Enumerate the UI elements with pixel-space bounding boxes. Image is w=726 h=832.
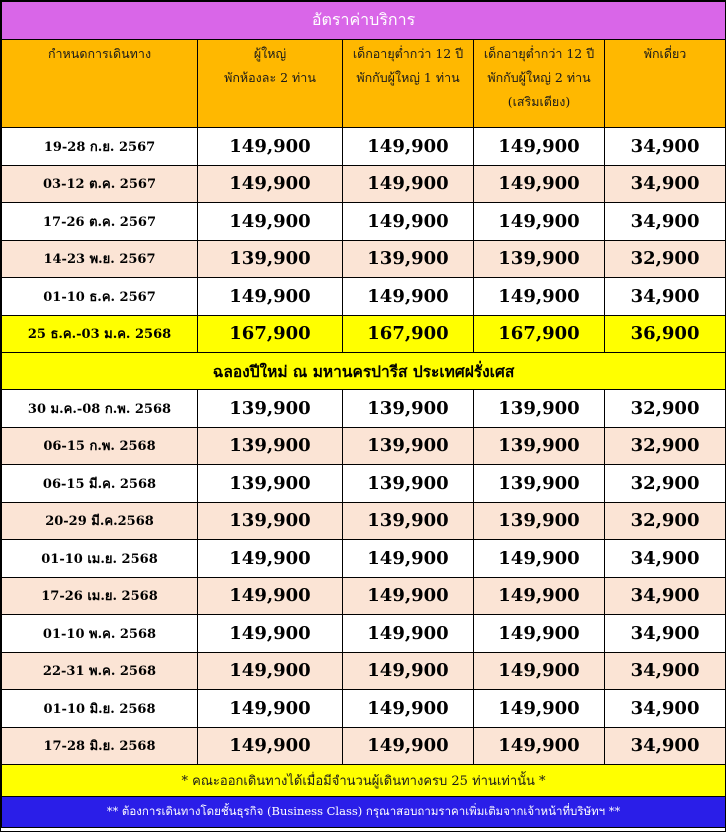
single-price-cell: 34,900 xyxy=(605,652,726,690)
adult-price-cell: 139,900 xyxy=(198,465,343,503)
adult-price-cell: 139,900 xyxy=(198,390,343,428)
table-row xyxy=(2,390,726,428)
child-extra-bed-price-cell: 149,900 xyxy=(474,615,605,653)
date-cell: 01-10 ธ.ค. 2567 xyxy=(2,278,198,316)
adult-price-cell: 139,900 xyxy=(198,502,343,540)
date-cell: 17-26 เม.ย. 2568 xyxy=(2,577,198,615)
child-extra-bed-price-cell: 149,900 xyxy=(474,577,605,615)
new-year-banner: ฉลองปีใหม่ ณ มหานครปารีส ประเทศฝรั่งเศส xyxy=(2,353,726,390)
adult-price-cell: 149,900 xyxy=(198,652,343,690)
adult-price-cell: 149,900 xyxy=(198,615,343,653)
child-extra-bed-price-cell: 139,900 xyxy=(474,240,605,278)
child-one-adult-price-cell: 149,900 xyxy=(343,540,474,578)
single-price-cell: 34,900 xyxy=(605,203,726,241)
single-price-cell: 34,900 xyxy=(605,165,726,203)
child-extra-bed-price-cell: 139,900 xyxy=(474,502,605,540)
header-dates: กำหนดการเดินทาง xyxy=(2,40,198,128)
single-price-cell: 36,900 xyxy=(605,315,726,353)
new-year-banner-row xyxy=(2,353,726,390)
child-extra-bed-price-cell: 149,900 xyxy=(474,690,605,728)
adult-price-cell: 149,900 xyxy=(198,278,343,316)
single-price-cell: 34,900 xyxy=(605,727,726,765)
adult-price-cell: 149,900 xyxy=(198,577,343,615)
child-extra-bed-price-cell: 139,900 xyxy=(474,427,605,465)
date-cell: 25 ธ.ค.-03 ม.ค. 2568 xyxy=(2,315,198,353)
child-one-adult-price-cell: 167,900 xyxy=(343,315,474,353)
child-one-adult-price-cell: 149,900 xyxy=(343,203,474,241)
date-cell: 01-10 มิ.ย. 2568 xyxy=(2,690,198,728)
child-one-adult-price-cell: 149,900 xyxy=(343,727,474,765)
header-row xyxy=(2,40,726,128)
child-one-adult-price-cell: 139,900 xyxy=(343,240,474,278)
single-price-cell: 32,900 xyxy=(605,427,726,465)
adult-price-cell: 139,900 xyxy=(198,240,343,278)
date-cell: 14-23 พ.ย. 2567 xyxy=(2,240,198,278)
child-extra-bed-price-cell: 167,900 xyxy=(474,315,605,353)
single-price-cell: 32,900 xyxy=(605,240,726,278)
table-row xyxy=(2,502,726,540)
minimum-group-note: * คณะออกเดินทางได้เมื่อมีจำนวนผู้เดินทางครบ 25 ท่านเท่านั้น * xyxy=(2,765,726,797)
table-row xyxy=(2,615,726,653)
child-extra-bed-price-cell: 139,900 xyxy=(474,390,605,428)
table-title: อัตราค่าบริการ xyxy=(2,2,726,40)
date-cell: 06-15 มี.ค. 2568 xyxy=(2,465,198,503)
date-cell: 17-26 ต.ค. 2567 xyxy=(2,203,198,241)
child-one-adult-price-cell: 149,900 xyxy=(343,690,474,728)
child-one-adult-price-cell: 139,900 xyxy=(343,465,474,503)
child-extra-bed-price-cell: 149,900 xyxy=(474,278,605,316)
table-row xyxy=(2,427,726,465)
note-row xyxy=(2,765,726,797)
single-price-cell: 34,900 xyxy=(605,615,726,653)
child-one-adult-price-cell: 149,900 xyxy=(343,128,474,166)
child-extra-bed-price-cell: 139,900 xyxy=(474,465,605,503)
single-price-cell: 34,900 xyxy=(605,128,726,166)
single-price-cell: 34,900 xyxy=(605,690,726,728)
adult-price-cell: 149,900 xyxy=(198,203,343,241)
date-cell: 17-28 มิ.ย. 2568 xyxy=(2,727,198,765)
child-one-adult-price-cell: 149,900 xyxy=(343,278,474,316)
table-row xyxy=(2,577,726,615)
child-one-adult-price-cell: 139,900 xyxy=(343,502,474,540)
date-cell: 03-12 ต.ค. 2567 xyxy=(2,165,198,203)
child-one-adult-price-cell: 149,900 xyxy=(343,165,474,203)
child-one-adult-price-cell: 139,900 xyxy=(343,427,474,465)
adult-price-cell: 149,900 xyxy=(198,165,343,203)
child-extra-bed-price-cell: 149,900 xyxy=(474,727,605,765)
adult-price-cell: 149,900 xyxy=(198,727,343,765)
table-row xyxy=(2,203,726,241)
single-price-cell: 34,900 xyxy=(605,577,726,615)
single-price-cell: 34,900 xyxy=(605,540,726,578)
header-child-with-one-adult: เด็กอายุต่ำกว่า 12 ปี พักกับผู้ใหญ่ 1 ท่าน xyxy=(343,40,474,128)
child-one-adult-price-cell: 149,900 xyxy=(343,652,474,690)
table-row xyxy=(2,278,726,316)
child-one-adult-price-cell: 149,900 xyxy=(343,615,474,653)
price-table xyxy=(1,1,726,828)
header-adult: ผู้ใหญ่ พักห้องละ 2 ท่าน xyxy=(198,40,343,128)
adult-price-cell: 149,900 xyxy=(198,128,343,166)
table-row xyxy=(2,540,726,578)
child-extra-bed-price-cell: 149,900 xyxy=(474,165,605,203)
date-cell: 01-10 พ.ค. 2568 xyxy=(2,615,198,653)
table-row xyxy=(2,315,726,353)
date-cell: 20-29 มี.ค.2568 xyxy=(2,502,198,540)
date-cell: 30 ม.ค.-08 ก.พ. 2568 xyxy=(2,390,198,428)
table-row xyxy=(2,727,726,765)
adult-price-cell: 139,900 xyxy=(198,427,343,465)
single-price-cell: 34,900 xyxy=(605,278,726,316)
footer-row xyxy=(2,797,726,828)
single-price-cell: 32,900 xyxy=(605,465,726,503)
business-class-note: ** ต้องการเดินทางโดยชั้นธุรกิจ (Business Class) กรุณาสอบถามราคาเพิ่มเติมจากเจ้าหน้าที่บริษัทฯ ** xyxy=(2,797,726,828)
table-row xyxy=(2,465,726,503)
adult-price-cell: 149,900 xyxy=(198,540,343,578)
child-one-adult-price-cell: 149,900 xyxy=(343,577,474,615)
date-cell: 06-15 ก.พ. 2568 xyxy=(2,427,198,465)
single-price-cell: 32,900 xyxy=(605,502,726,540)
child-extra-bed-price-cell: 149,900 xyxy=(474,652,605,690)
table-row xyxy=(2,128,726,166)
table-row xyxy=(2,690,726,728)
child-extra-bed-price-cell: 149,900 xyxy=(474,128,605,166)
date-cell: 22-31 พ.ค. 2568 xyxy=(2,652,198,690)
date-cell: 19-28 ก.ย. 2567 xyxy=(2,128,198,166)
adult-price-cell: 149,900 xyxy=(198,690,343,728)
child-one-adult-price-cell: 139,900 xyxy=(343,390,474,428)
child-extra-bed-price-cell: 149,900 xyxy=(474,540,605,578)
table-row xyxy=(2,165,726,203)
header-single: พักเดี่ยว xyxy=(605,40,726,128)
header-child-extra-bed: เด็กอายุต่ำกว่า 12 ปี พักกับผู้ใหญ่ 2 ท่าน (เสริมเตียง) xyxy=(474,40,605,128)
child-extra-bed-price-cell: 149,900 xyxy=(474,203,605,241)
table-row xyxy=(2,240,726,278)
adult-price-cell: 167,900 xyxy=(198,315,343,353)
table-row xyxy=(2,652,726,690)
single-price-cell: 32,900 xyxy=(605,390,726,428)
date-cell: 01-10 เม.ย. 2568 xyxy=(2,540,198,578)
